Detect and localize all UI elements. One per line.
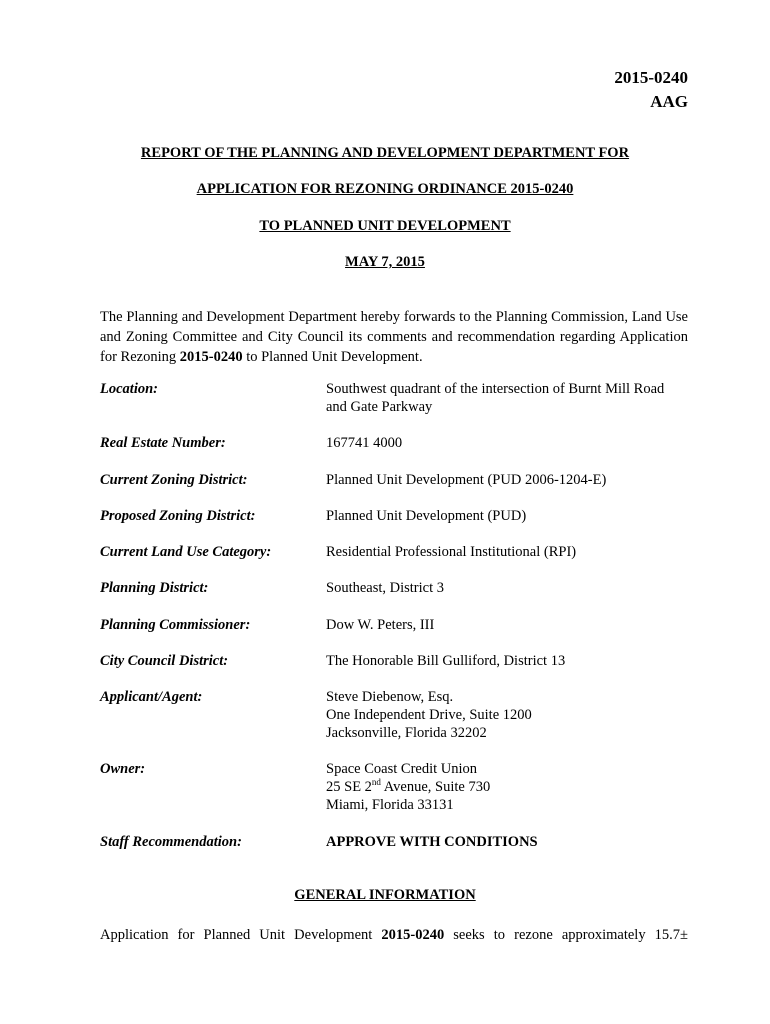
field-value: Planned Unit Development (PUD 2006-1204-E) [326, 472, 607, 488]
document-number-block [614, 66, 688, 114]
owner-address [326, 778, 688, 796]
general-ordinance-number: 2015-0240 [381, 927, 445, 943]
field-label: Owner: [100, 761, 146, 777]
intro-text: The Planning and Development Department hereby forwards to the Planning Commission, Land Use and Zoning Committee and City Council its comments and recommendation regarding Application for Rezoning [100, 309, 688, 365]
location-line-1: Southwest quadrant of the intersection of Burnt Mill Road [326, 381, 665, 397]
owner-address-start: 25 SE 2 [326, 779, 372, 795]
applicant-address: One Independent Drive, Suite 1200 [326, 707, 532, 723]
owner-address-ordinal: nd [371, 777, 381, 788]
pud-title: TO PLANNED UNIT DEVELOPMENT [259, 218, 511, 234]
field-value [326, 688, 688, 742]
intro-ordinance-number: 2015-0240 [179, 349, 243, 365]
field-label: Current Zoning District: [100, 472, 248, 488]
applicant-name: Steve Diebenow, Esq. [326, 689, 454, 705]
field-value: Southeast, District 3 [326, 580, 445, 596]
field-label: Location: [100, 381, 158, 397]
field-value [326, 760, 688, 814]
general-text: Application for Planned Unit Development [100, 927, 382, 943]
general-text-end: seeks to rezone approximately 15.7± [444, 927, 688, 943]
location-line-2: and Gate Parkway [326, 399, 433, 415]
intro-paragraph [100, 307, 688, 367]
applicant-city: Jacksonville, Florida 32202 [326, 725, 487, 741]
field-label: Planning Commissioner: [100, 617, 251, 633]
field-value: Dow W. Peters, III [326, 617, 435, 633]
field-value: 167741 4000 [326, 435, 403, 451]
intro-text-end: to Planned Unit Development. [242, 349, 423, 365]
owner-address-end: Avenue, Suite 730 [380, 779, 491, 795]
application-title: APPLICATION FOR REZONING ORDINANCE 2015-0240 [196, 181, 574, 197]
owner-city: Miami, Florida 33131 [326, 797, 454, 813]
field-label: Planning District: [100, 580, 209, 596]
general-information-heading: GENERAL INFORMATION [294, 887, 476, 903]
document-number: 2015-0240 [614, 68, 688, 87]
field-label: Staff Recommendation: [100, 834, 242, 850]
field-value: The Honorable Bill Gulliford, District 13 [326, 653, 566, 669]
field-value: Planned Unit Development (PUD) [326, 508, 527, 524]
field-label: Applicant/Agent: [100, 689, 203, 705]
report-date: MAY 7, 2015 [345, 254, 425, 270]
general-information-paragraph [100, 925, 688, 945]
field-label: Proposed Zoning District: [100, 508, 256, 524]
field-label: Current Land Use Category: [100, 544, 272, 560]
document-suffix: AAG [650, 92, 688, 111]
recommendation-value: APPROVE WITH CONDITIONS [326, 834, 538, 850]
field-label: Real Estate Number: [100, 435, 226, 451]
report-title: REPORT OF THE PLANNING AND DEVELOPMENT DEPARTMENT FOR [140, 145, 630, 161]
field-label: City Council District: [100, 653, 229, 669]
field-value [326, 380, 688, 416]
field-value: Residential Professional Institutional (RPI) [326, 544, 577, 560]
owner-name: Space Coast Credit Union [326, 761, 478, 777]
